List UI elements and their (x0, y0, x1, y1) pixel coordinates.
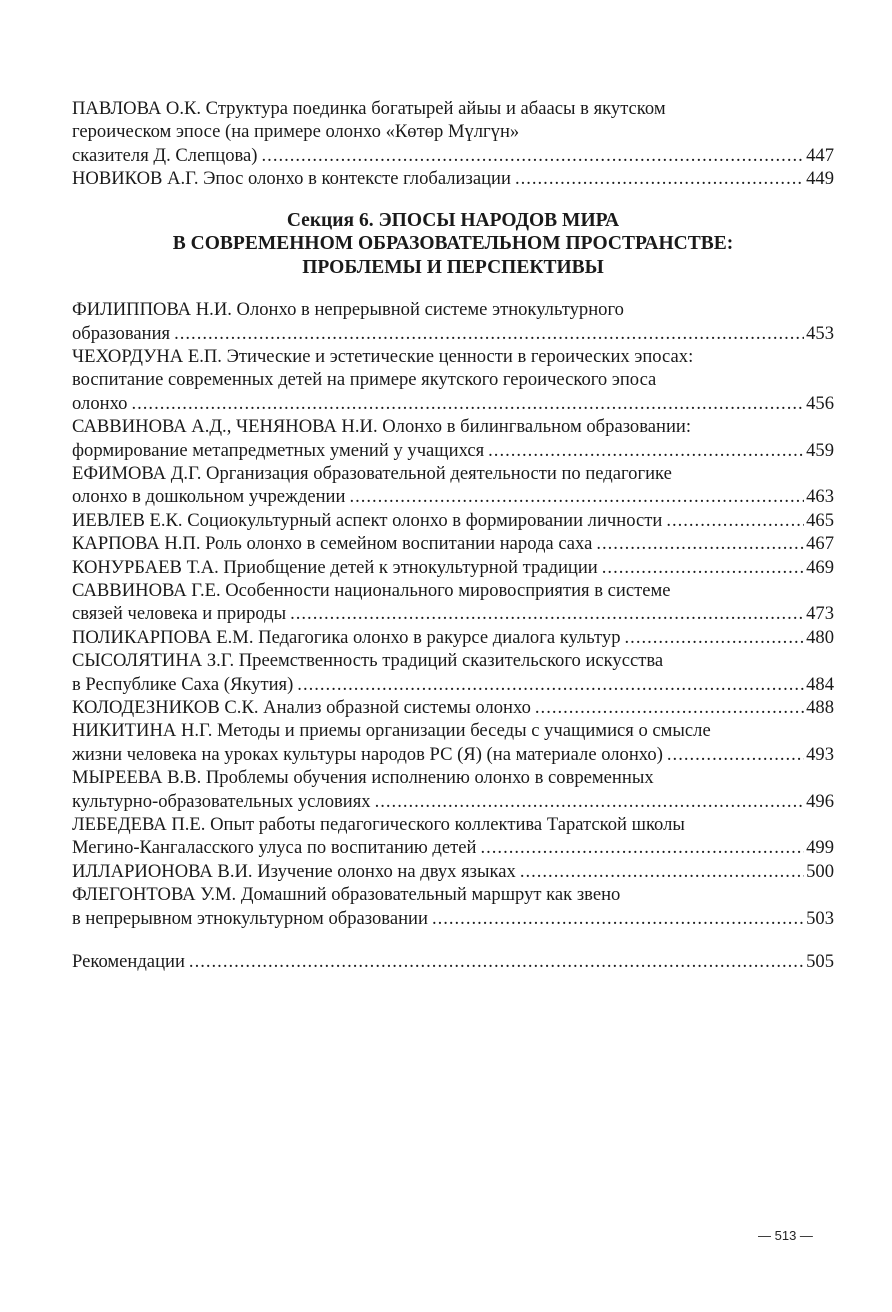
dot-leader (535, 696, 804, 719)
toc-entry-title: сказителя Д. Слепцова) (72, 144, 258, 166)
toc-entry-title: в непрерывном этнокультурном образовании (72, 907, 428, 929)
toc-entry-title: олонхо (72, 392, 128, 414)
toc-entry[interactable] (72, 766, 834, 813)
toc-entry-line: САВВИНОВА А.Д., ЧЕНЯНОВА Н.И. Олонхо в билингвальном образовании: (72, 416, 692, 438)
dot-leader (189, 950, 804, 973)
toc-entry-line: героическом эпосе (на примере олонхо «Көтөр Мүлгүн» (72, 121, 520, 143)
toc-entry-title: жизни человека на уроках культуры народов РС (Я) (на материале олонхо) (72, 743, 663, 765)
toc-page-number: 453 (806, 322, 834, 344)
toc-entry[interactable] (72, 509, 834, 532)
toc-entry-line: ЧЕХОРДУНА Е.П. Этические и эстетические ценности в героических эпосах: (72, 345, 694, 367)
toc-page-number: 488 (806, 697, 834, 719)
toc-entry-title: КОЛОДЕЗНИКОВ С.К. Анализ образной системы олонхо (72, 697, 531, 719)
toc-entry-line: воспитание современных детей на примере якутского героического эпоса (72, 369, 657, 391)
toc-entry[interactable] (72, 462, 834, 509)
dot-leader (596, 532, 804, 555)
toc-entry[interactable] (72, 813, 834, 860)
dot-leader (432, 907, 804, 930)
dot-leader (602, 556, 804, 579)
section-heading-line: Секция 6. ЭПОСЫ НАРОДОВ МИРА (286, 209, 620, 231)
dot-leader (480, 836, 804, 859)
toc-entry[interactable] (72, 415, 834, 462)
toc-entry-title: олонхо в дошкольном учреждении (72, 486, 346, 508)
section-heading-line: ПРОБЛЕМЫ И ПЕРСПЕКТИВЫ (302, 256, 604, 278)
dot-leader (290, 602, 804, 625)
toc-entry[interactable] (72, 696, 834, 719)
toc-page-number: 449 (806, 168, 834, 190)
section-heading (72, 209, 834, 280)
toc-page-number: 465 (806, 509, 834, 531)
toc-entry[interactable] (72, 298, 834, 345)
toc-page-number: 496 (806, 790, 834, 812)
dot-leader (625, 626, 805, 649)
toc-page-number: 503 (806, 907, 834, 929)
dot-leader (349, 485, 804, 508)
toc-page-number: 499 (806, 837, 834, 859)
toc-entry-title: КОНУРБАЕВ Т.А. Приобщение детей к этнокультурной традиции (72, 556, 598, 578)
toc-entry-title: формирование метапредметных умений у учащихся (72, 439, 485, 461)
toc-entry[interactable] (72, 719, 834, 766)
toc-entry-title: Мегино-Кангаласского улуса по воспитанию детей (72, 837, 477, 859)
toc-page-number: 500 (806, 860, 834, 882)
toc-page-number: 480 (806, 626, 834, 648)
toc-entry-line: ЛЕБЕДЕВА П.Е. Опыт работы педагогического коллектива Таратской школы (72, 814, 685, 836)
toc-entry[interactable] (72, 649, 834, 696)
toc-entry-line: ФИЛИППОВА Н.И. Олонхо в непрерывной системе этнокультурного (72, 299, 624, 321)
toc-page-number: 459 (806, 439, 834, 461)
table-of-contents (72, 97, 834, 974)
dot-leader (520, 860, 804, 883)
toc-page-number: 505 (806, 951, 834, 973)
toc-entry-line: ПАВЛОВА О.К. Структура поединка богатырей айыы и абаасы в якутском (72, 98, 666, 119)
page-number-folio: — 513 — (758, 1228, 813, 1243)
dot-leader (262, 144, 805, 167)
dot-leader (488, 439, 804, 462)
toc-entry-line: ЕФИМОВА Д.Г. Организация образовательной деятельности по педагогике (72, 462, 672, 484)
toc-entry-title: Рекомендации (72, 951, 185, 973)
toc-entry-line: НИКИТИНА Н.Г. Методы и приемы организации беседы с учащимися о смысле (72, 720, 711, 742)
toc-entry[interactable] (72, 556, 834, 579)
toc-entry-title: КАРПОВА Н.П. Роль олонхо в семейном воспитании народа саха (72, 533, 593, 555)
toc-entry-recommendations[interactable] (72, 950, 834, 973)
dot-leader (667, 743, 804, 766)
toc-top-list (72, 97, 834, 191)
toc-entry-line: САВВИНОВА Г.Е. Особенности национального мировосприятия в системе (72, 580, 671, 601)
toc-entry-title: НОВИКОВ А.Г. Эпос олонхо в контексте глобализации (72, 168, 511, 190)
toc-page-number: 467 (806, 533, 834, 555)
toc-page-number: 469 (806, 556, 834, 578)
dot-leader (666, 509, 804, 532)
toc-entry-line: СЫСОЛЯТИНА З.Г. Преемственность традиций сказительского искусства (72, 650, 664, 672)
toc-entry[interactable] (72, 532, 834, 555)
toc-entry[interactable] (72, 883, 834, 930)
toc-entry[interactable] (72, 860, 834, 883)
dot-leader (375, 790, 805, 813)
toc-page-number: 484 (806, 673, 834, 695)
toc-entry[interactable] (72, 579, 834, 626)
toc-section-list (72, 298, 834, 930)
dot-leader (515, 167, 804, 190)
toc-entry-line: МЫРЕЕВА В.В. Проблемы обучения исполнению олонхо в современных (72, 767, 654, 789)
toc-entry-title: ИЛЛАРИОНОВА В.И. Изучение олонхо на двух языках (72, 860, 516, 882)
dot-leader (131, 392, 804, 415)
toc-entry-title: ПОЛИКАРПОВА Е.М. Педагогика олонхо в ракурсе диалога культур (72, 626, 621, 648)
toc-page-number: 473 (806, 603, 834, 625)
toc-entry[interactable] (72, 626, 834, 649)
dot-leader (174, 322, 804, 345)
toc-entry-line: ФЛЕГОНТОВА У.М. Домашний образовательный маршрут как звено (72, 884, 621, 906)
toc-entry-title: ИЕВЛЕВ Е.К. Социокультурный аспект олонхо в формировании личности (72, 509, 663, 531)
toc-page-number: 456 (806, 392, 834, 414)
toc-entry-title: образования (72, 322, 171, 344)
toc-entry-title: культурно-образовательных условиях (72, 790, 371, 812)
section-heading-line: В СОВРЕМЕННОМ ОБРАЗОВАТЕЛЬНОМ ПРОСТРАНСТВЕ: (172, 233, 734, 255)
toc-entry[interactable] (72, 345, 834, 415)
toc-page-number: 463 (806, 486, 834, 508)
toc-entry-title: в Республике Саха (Якутия) (72, 673, 294, 695)
toc-page-number: 493 (806, 743, 834, 765)
toc-entry[interactable] (72, 167, 834, 190)
toc-page-number: 447 (806, 144, 834, 166)
dot-leader (297, 673, 804, 696)
toc-entry[interactable] (72, 97, 834, 167)
toc-entry-title: связей человека и природы (72, 603, 287, 625)
